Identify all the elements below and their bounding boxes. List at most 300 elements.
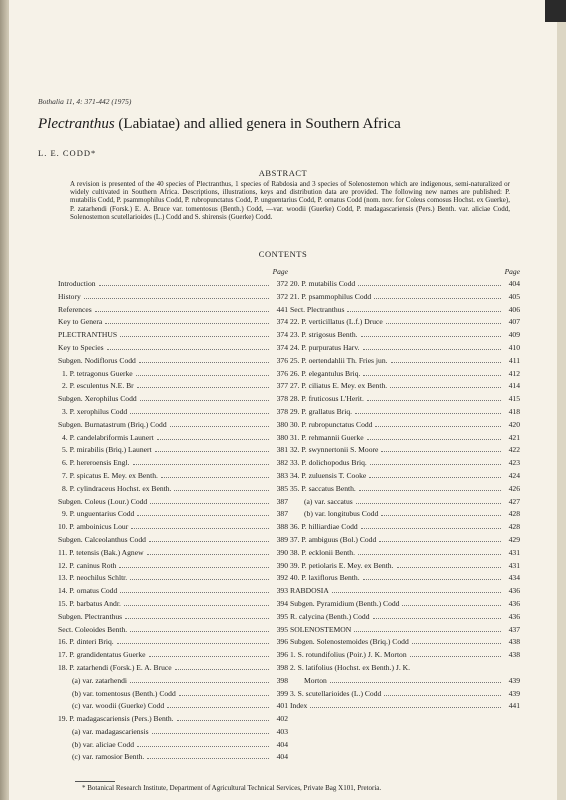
toc-entry-page: 420 — [508, 419, 520, 429]
toc-entry — [58, 496, 288, 509]
toc-entry — [290, 291, 520, 304]
toc-entry-title: PLECTRANTHUS — [58, 330, 118, 340]
toc-entry-page: 395 — [276, 611, 288, 621]
toc-entry-page: 404 — [276, 752, 288, 762]
toc-entry — [58, 751, 288, 764]
toc-entry-page: 395 — [276, 624, 288, 634]
toc-dot-leader — [149, 534, 269, 542]
toc-dot-leader — [379, 534, 501, 542]
toc-entry-title: SOLENOSTEMON — [290, 624, 352, 634]
toc-entry-page: 421 — [508, 432, 520, 442]
toc-entry-page: 426 — [508, 483, 520, 493]
toc-entry-page: 382 — [276, 458, 288, 468]
toc-entry — [58, 457, 288, 470]
toc-entry-title: Subgen. Pyramidium (Benth.) Codd — [290, 598, 400, 608]
toc-entry-title: (b) var. aliciae Codd — [72, 739, 134, 749]
toc-entry-title: 26. P. elegantulus Briq. — [290, 368, 361, 378]
toc-dot-leader — [133, 457, 270, 465]
toc-dot-leader — [147, 547, 269, 555]
toc-entry-page: 388 — [276, 522, 288, 532]
toc-dot-leader — [107, 342, 269, 350]
toc-dot-leader — [147, 751, 269, 759]
toc-entry — [290, 278, 520, 291]
toc-dot-leader — [330, 675, 501, 683]
toc-dot-leader — [140, 393, 269, 401]
toc-dot-leader — [397, 560, 502, 568]
toc-entry-page: 404 — [276, 739, 288, 749]
toc-dot-leader — [125, 611, 269, 619]
toc-entry-title: Sect. Coleoides Benth. — [58, 624, 128, 634]
toc-dot-leader — [179, 688, 269, 696]
toc-dot-leader — [130, 624, 269, 632]
toc-entry-title: 36. P. hilliardiae Codd — [290, 522, 358, 532]
toc-dot-leader — [99, 278, 269, 286]
toc-entry-page: 438 — [508, 637, 520, 647]
toc-entry-page: 389 — [276, 534, 288, 544]
toc-entry — [290, 470, 520, 483]
toc-entry-title: Key to Genera — [58, 317, 103, 327]
toc-dot-leader — [367, 432, 501, 440]
toc-entry-title: 25. P. oertendahlii Th. Fries jun. — [290, 355, 388, 365]
toc-entry-page: 376 — [276, 368, 288, 378]
toc-entry-title: 3. S. scutellarioides (L.) Codd — [290, 688, 382, 698]
toc-dot-leader — [347, 304, 501, 312]
toc-dot-leader — [363, 368, 501, 376]
toc-entry-page: 428 — [508, 509, 520, 519]
toc-dot-leader — [130, 406, 269, 414]
toc-entry — [58, 726, 288, 739]
toc-entry — [58, 572, 288, 585]
toc-entry-title: 35. P. saccatus Benth. — [290, 483, 356, 493]
toc-dot-leader — [402, 598, 501, 606]
toc-entry — [58, 521, 288, 534]
title-rest: (Labiatae) and allied genera in Southern Africa — [114, 116, 401, 132]
toc-entry — [58, 611, 288, 624]
toc-entry — [290, 393, 520, 406]
toc-dot-leader — [381, 508, 501, 516]
toc-entry-page: 380 — [276, 432, 288, 442]
toc-entry — [290, 521, 520, 534]
toc-entry-title: (a) var. madagascariensis — [72, 726, 149, 736]
toc-entry-title: (a) var. saccatus — [304, 496, 353, 506]
abstract-body: A revision is presented of the 40 species of Plectranthus, 1 species of Rabdosia and 3 species of Solenostemon which are indigenous, semi-naturalized or widely cultivated in Southern Africa. Descriptions, illustrations, keys and distribution data are provided. The following new names are published: P. mutabilis Codd, P. psammophilus Codd, P. rubropunctatus Codd, P. unguentarius Codd, P. ornatus Codd (nom. nov. for Coleus comosus Hochst. ex Guerke), P. zatarhendi (Forsk.) E. A. Bruce var. tomentosus (Benth.) Codd, —var. woodii (Guerke) Codd, P. madagascariensis (Pers.) Benth. var. aliciae Codd, Solenostemon scutellarioides (L.) Codd and S. shirensis (Guerke) Codd. — [70, 180, 510, 221]
toc-entry-title: 7. P. spicatus E. Mey. ex Benth. — [62, 470, 158, 480]
toc-entry — [58, 585, 288, 598]
toc-dot-leader — [361, 329, 501, 337]
toc-dot-leader — [177, 713, 269, 721]
toc-entry-page: 427 — [508, 496, 520, 506]
toc-entry-page: 404 — [508, 279, 520, 288]
title-genus: Plectranthus — [38, 116, 115, 132]
toc-dot-leader — [119, 560, 269, 568]
toc-entry-page: 407 — [508, 317, 520, 327]
toc-entry — [290, 457, 520, 470]
toc-dot-leader — [167, 700, 269, 708]
toc-entry-page: 441 — [508, 701, 520, 711]
toc-entry — [290, 572, 520, 585]
toc-dot-leader — [361, 521, 501, 529]
toc-dot-leader — [137, 739, 269, 747]
toc-entry — [290, 368, 520, 381]
toc-entry-title: 19. P. madagascariensis (Pers.) Benth. — [58, 714, 174, 724]
toc-dot-leader — [410, 649, 501, 657]
toc-entry-title: Subgen. Nodiflorus Codd — [58, 355, 136, 365]
toc-entry-page: 393 — [276, 586, 288, 596]
toc-entry-title: RABDOSIA — [290, 586, 329, 596]
toc-entry-title: Subgen. Burnatastrum (Briq.) Codd — [58, 419, 167, 429]
page-column-label: Page — [504, 267, 520, 276]
toc-entry — [290, 508, 520, 521]
toc-entry-page: 441 — [276, 304, 288, 314]
toc-entry — [290, 700, 520, 713]
toc-entry — [58, 560, 288, 573]
toc-entry — [58, 547, 288, 560]
toc-entry — [290, 483, 520, 496]
toc-dot-leader — [139, 355, 269, 363]
toc-entry — [290, 496, 520, 509]
journal-citation: Bothalia 11, 4: 371-442 (1975) — [38, 97, 132, 106]
toc-entry — [58, 355, 288, 368]
toc-entry — [58, 688, 288, 701]
toc-entry-page: 439 — [508, 675, 520, 685]
toc-entry-page: 392 — [276, 573, 288, 583]
toc-entry-page: 383 — [276, 470, 288, 480]
toc-dot-leader — [117, 636, 269, 644]
toc-entry-title: 14. P. ornatus Codd — [58, 586, 118, 596]
toc-dot-leader — [354, 624, 501, 632]
toc-entry-title: 30. P. rubropunctatus Codd — [290, 419, 373, 429]
toc-entry — [290, 329, 520, 342]
toc-column-left — [58, 265, 288, 764]
toc-entry — [290, 662, 520, 675]
toc-entry-page: 437 — [508, 624, 520, 634]
toc-entry-page: 422 — [508, 445, 520, 455]
toc-dot-leader — [136, 368, 269, 376]
footnote-rule — [75, 781, 115, 782]
toc-entry-page: 380 — [276, 419, 288, 429]
toc-entry-page: 401 — [276, 701, 288, 711]
toc-entry-page: 423 — [508, 458, 520, 468]
toc-dot-leader — [175, 662, 269, 670]
toc-entry — [58, 406, 288, 419]
toc-dot-leader — [412, 636, 501, 644]
toc-dot-leader — [130, 572, 269, 580]
corner-tab — [545, 0, 566, 22]
toc-entry-page: 390 — [276, 560, 288, 570]
toc-dot-leader — [375, 419, 501, 427]
toc-entry-title: Subgen. Solenostemoides (Briq.) Codd — [290, 637, 409, 647]
toc-entry — [58, 368, 288, 381]
toc-dot-leader — [149, 649, 269, 657]
toc-entry-title: (c) var. woodii (Guerke) Codd — [72, 701, 165, 711]
toc-dot-leader — [161, 470, 269, 478]
toc-entry-page: 377 — [276, 381, 288, 391]
toc-entry-title: 21. P. psammophilus Codd — [290, 291, 372, 301]
toc-entry-title: 1. S. rotundifolius (Poir.) J. K. Morton — [290, 650, 407, 660]
article-title — [38, 116, 538, 133]
toc-entry-title: 37. P. ambiguus (Bol.) Codd — [290, 534, 377, 544]
toc-entry — [290, 547, 520, 560]
toc-entry-page: 399 — [276, 688, 288, 698]
author-name: L. E. CODD* — [38, 148, 97, 158]
toc-dot-leader — [363, 342, 501, 350]
toc-entry-page: 431 — [508, 547, 520, 557]
toc-entry-page: 409 — [508, 330, 520, 340]
toc-entry-title: Subgen. Plectranthus — [58, 611, 123, 621]
toc-entry-title: 23. P. strigosus Benth. — [290, 330, 358, 340]
toc-entry-page: 429 — [508, 534, 520, 544]
toc-entry — [58, 316, 288, 329]
toc-entry — [290, 419, 520, 432]
toc-entry-title: 8. P. cylindraceus Hochst. ex Benth. — [62, 483, 172, 493]
toc-entry — [290, 342, 520, 355]
toc-entry-title: 3. P. xerophilus Codd — [62, 406, 128, 416]
toc-dot-leader — [137, 508, 269, 516]
toc-dot-leader — [155, 444, 269, 452]
toc-entry-title: 33. P. dolichopodus Briq. — [290, 458, 367, 468]
toc-entry-page: 439 — [508, 688, 520, 698]
toc-entry-page: 405 — [508, 291, 520, 301]
toc-dot-leader — [130, 675, 269, 683]
toc-entry-title: R. calycina (Benth.) Codd — [290, 611, 370, 621]
toc-entry-title: (b) var. tomentosus (Benth.) Codd — [72, 688, 176, 698]
toc-entry-page: 396 — [276, 637, 288, 647]
toc-entry-title: Index — [290, 701, 308, 711]
toc-dot-leader — [84, 291, 269, 299]
toc-entry-page: 390 — [276, 547, 288, 557]
toc-entry-page: 406 — [508, 304, 520, 314]
toc-entry — [58, 508, 288, 521]
toc-dot-leader — [358, 278, 501, 286]
toc-entry-page: 396 — [276, 650, 288, 660]
toc-entry-page: 378 — [276, 406, 288, 416]
toc-entry-page: 414 — [508, 381, 520, 391]
toc-entry-page: 436 — [508, 611, 520, 621]
toc-dot-leader — [373, 611, 501, 619]
toc-entry-page: 436 — [508, 598, 520, 608]
toc-entry-title: 24. P. purpuratus Harv. — [290, 342, 360, 352]
toc-dot-leader — [120, 585, 269, 593]
toc-entry — [58, 675, 288, 688]
toc-entry-title: 1. P. tetragonus Guerke — [62, 368, 133, 378]
toc-dot-leader — [124, 598, 269, 606]
toc-dot-leader — [391, 355, 501, 363]
toc-entry-title: 2. P. esculentus N.E. Br — [62, 381, 134, 391]
toc-entry — [58, 662, 288, 675]
toc-entry-title: 40. P. laxiflorus Benth. — [290, 573, 360, 583]
toc-dot-leader — [152, 726, 269, 734]
toc-entry — [58, 598, 288, 611]
toc-dot-leader — [157, 432, 269, 440]
toc-entry — [58, 713, 288, 726]
toc-entry — [290, 585, 520, 598]
toc-entry-title: 39. P. petiolaris E. Mey. ex Benth. — [290, 560, 394, 570]
toc-dot-leader — [310, 700, 501, 708]
toc-entry-page: 410 — [508, 342, 520, 352]
toc-column-right — [290, 265, 520, 713]
toc-entry-title: 4. P. candelabriformis Launert — [62, 432, 154, 442]
toc-entry — [290, 380, 520, 393]
toc-entry — [290, 624, 520, 637]
toc-dot-leader — [356, 496, 501, 504]
toc-entry — [290, 598, 520, 611]
toc-entry — [58, 700, 288, 713]
toc-dot-leader — [374, 291, 501, 299]
toc-dot-leader — [174, 483, 269, 491]
toc-entry-title: Morton — [304, 675, 327, 685]
toc-entry-page: 387 — [276, 496, 288, 506]
toc-dot-leader — [137, 380, 269, 388]
toc-dot-leader — [386, 316, 501, 324]
toc-entry-page: 411 — [508, 355, 520, 365]
toc-entry-page: 372 — [276, 279, 288, 288]
toc-entry-page: 398 — [276, 662, 288, 672]
toc-entry-page: 374 — [276, 342, 288, 352]
toc-entry-page: 438 — [508, 650, 520, 660]
toc-dot-leader — [105, 316, 269, 324]
toc-entry-title: 17. P. grandidentatus Guerke — [58, 650, 146, 660]
toc-dot-leader — [120, 329, 269, 337]
toc-entry-page: 431 — [508, 560, 520, 570]
toc-entry — [290, 611, 520, 624]
toc-entry-title: Subgen. Coleus (Lour.) Codd — [58, 496, 148, 506]
toc-entry — [58, 329, 288, 342]
toc-entry-title: 31. P. rehmannii Guerke — [290, 432, 364, 442]
abstract-heading: ABSTRACT — [258, 168, 308, 178]
toc-dot-leader — [381, 444, 501, 452]
toc-entry-title: 10. P. amboinicus Lour — [58, 522, 129, 532]
toc-entry-title: (a) var. zatarhendi — [72, 675, 128, 685]
toc-entry — [58, 393, 288, 406]
toc-entry — [58, 444, 288, 457]
toc-entry-title: 28. P. fruticosus L'Herit. — [290, 394, 364, 404]
toc-entry — [290, 649, 520, 662]
toc-entry-page: 394 — [276, 598, 288, 608]
toc-dot-leader — [359, 483, 501, 491]
toc-entry — [58, 304, 288, 317]
toc-entry — [290, 432, 520, 445]
toc-entry-title: (c) var. ramosior Benth. — [72, 752, 145, 762]
toc-entry-page: 415 — [508, 394, 520, 404]
toc-entry — [58, 432, 288, 445]
toc-dot-leader — [150, 496, 269, 504]
toc-entry-title: 20. P. mutabilis Codd — [290, 279, 356, 288]
toc-entry-page: 374 — [276, 317, 288, 327]
toc-entry — [290, 675, 520, 688]
toc-entry-title: Sect. Plectranthus — [290, 304, 345, 314]
toc-entry-title: (b) var. longitubus Codd — [304, 509, 379, 519]
toc-entry — [58, 380, 288, 393]
toc-entry — [58, 342, 288, 355]
toc-entry — [290, 688, 520, 701]
toc-entry-title: 34. P. zuluensis T. Cooke — [290, 470, 367, 480]
toc-entry-page: 398 — [276, 675, 288, 685]
toc-entry — [58, 278, 288, 291]
toc-entry-title: 29. P. grallatus Briq. — [290, 406, 353, 416]
toc-entry-title: 38. P. ecklonii Benth. — [290, 547, 355, 557]
toc-entry-title: 32. P. swynnertonii S. Moore — [290, 445, 379, 455]
toc-entry — [290, 534, 520, 547]
toc-entry-title: Key to Species — [58, 342, 104, 352]
toc-entry — [58, 534, 288, 547]
toc-entry-title: 11. P. tetensis (Bak.) Agnew — [58, 547, 144, 557]
toc-entry — [290, 444, 520, 457]
toc-entry — [290, 406, 520, 419]
toc-list-right — [290, 278, 520, 713]
toc-entry-page: 378 — [276, 394, 288, 404]
footnote: * Botanical Research Institute, Department of Agricultural Technical Services, Private Bag X101, Pretoria. — [82, 784, 382, 792]
toc-entry-page: 385 — [276, 483, 288, 493]
toc-entry-title: 18. P. zatarhendi (Forsk.) E. A. Bruce — [58, 662, 172, 672]
toc-entry — [58, 624, 288, 637]
toc-entry — [290, 636, 520, 649]
page-spine-shadow — [0, 0, 8, 800]
toc-dot-leader — [363, 572, 501, 580]
toc-entry-page: 376 — [276, 355, 288, 365]
toc-entry-title: 12. P. caninus Roth — [58, 560, 117, 570]
toc-dot-leader — [369, 470, 501, 478]
toc-entry-page: 374 — [276, 330, 288, 340]
toc-entry-title: 9. P. unguentarius Codd — [62, 509, 135, 519]
toc-entry-title: 13. P. neochilus Schltr. — [58, 573, 128, 583]
toc-entry-page: 418 — [508, 406, 520, 416]
toc-entry-page: 372 — [276, 291, 288, 301]
toc-entry-title: Introduction — [58, 279, 96, 288]
toc-entry-page: 381 — [276, 445, 288, 455]
toc-entry — [58, 419, 288, 432]
toc-entry — [290, 304, 520, 317]
toc-dot-leader — [95, 304, 269, 312]
toc-dot-leader — [355, 406, 501, 414]
toc-entry-title: History — [58, 291, 81, 301]
page-column-label: Page — [272, 267, 288, 276]
toc-entry — [58, 636, 288, 649]
toc-dot-leader — [332, 585, 501, 593]
toc-dot-leader — [358, 547, 501, 555]
toc-entry-title: 16. P. dinteri Briq. — [58, 637, 114, 647]
toc-dot-leader — [367, 393, 501, 401]
toc-entry-title: Subgen. Calceolanthus Codd — [58, 534, 146, 544]
toc-entry-title: Subgen. Xerophilus Codd — [58, 394, 137, 404]
toc-entry-page: 434 — [508, 573, 520, 583]
toc-entry-page: 412 — [508, 368, 520, 378]
toc-entry-page: 387 — [276, 509, 288, 519]
toc-entry-page: 403 — [276, 726, 288, 736]
toc-entry-title: 15. P. barbatus Andr. — [58, 598, 121, 608]
toc-entry — [58, 470, 288, 483]
toc-list-left — [58, 278, 288, 764]
toc-entry — [58, 649, 288, 662]
toc-dot-leader — [170, 419, 269, 427]
toc-entry-title: 6. P. hereroensis Engl. — [62, 458, 130, 468]
toc-entry — [58, 483, 288, 496]
toc-entry — [58, 291, 288, 304]
toc-entry-title: 5. P. mirabilis (Briq.) Launert — [62, 445, 152, 455]
toc-dot-leader — [131, 521, 269, 529]
toc-dot-leader — [370, 457, 501, 465]
toc-entry-title: 22. P. verticillatus (L.f.) Druce — [290, 317, 383, 327]
toc-dot-leader — [384, 688, 501, 696]
toc-entry-title: References — [58, 304, 92, 314]
toc-entry — [58, 739, 288, 752]
toc-entry-title: 2. S. latifolius (Hochst. ex Benth.) J. K. — [290, 662, 411, 672]
toc-entry — [290, 355, 520, 368]
toc-entry-title: 27. P. ciliatus E. Mey. ex Benth. — [290, 381, 388, 391]
toc-entry — [290, 316, 520, 329]
toc-entry — [290, 560, 520, 573]
toc-entry-page: 424 — [508, 470, 520, 480]
toc-entry-page: 428 — [508, 522, 520, 532]
